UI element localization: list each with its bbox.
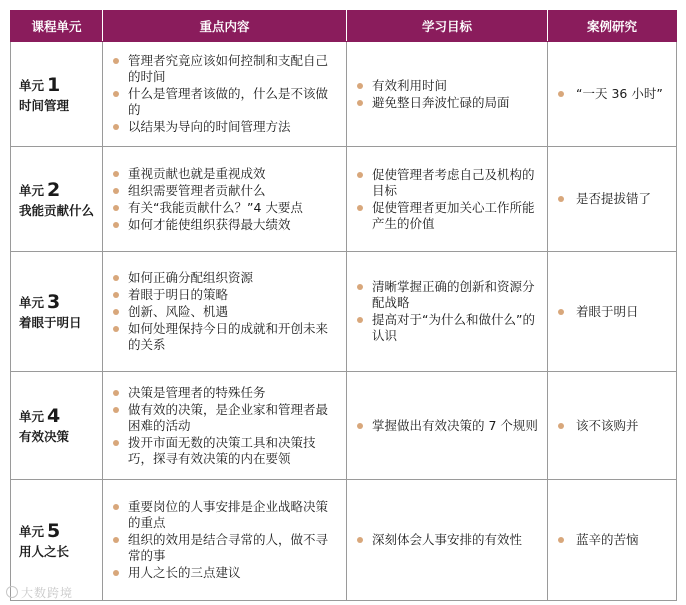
case-study-cell — [548, 147, 677, 252]
list-item: 有关“我能贡献什么？”4 大要点 — [113, 200, 340, 216]
case-study-list — [548, 304, 676, 320]
key-content-cell — [103, 42, 347, 147]
unit-prefix: 单元 — [19, 77, 45, 93]
key-content-cell — [103, 372, 347, 480]
case-study-list — [548, 532, 676, 548]
list-item: 拨开市面无数的决策工具和决策技巧，探寻有效决策的内在要领 — [113, 435, 340, 467]
list-item: 清晰掌握正确的创新和资源分配战略 — [357, 279, 541, 311]
list-item: 着眼于明日的策略 — [113, 287, 340, 303]
unit-number: 4 — [47, 405, 61, 427]
list-item: 什么是管理者该做的，什么是不该做的 — [113, 86, 340, 118]
key-content-cell — [103, 480, 347, 601]
unit-cell — [11, 372, 103, 480]
table-row — [11, 147, 677, 252]
list-item: 蓝辛的苦恼 — [558, 532, 670, 548]
course-table — [10, 10, 677, 601]
list-item: 如何正确分配组织资源 — [113, 270, 340, 286]
list-item: 该不该购并 — [558, 418, 670, 434]
watermark-logo-icon — [6, 586, 18, 598]
key-content-list — [103, 53, 346, 135]
table-row — [11, 252, 677, 372]
list-item: 有效利用时间 — [357, 78, 541, 94]
unit-prefix: 单元 — [19, 409, 45, 424]
unit-prefix: 单元 — [19, 182, 45, 198]
key-content-list — [103, 385, 346, 467]
goals-list — [347, 418, 547, 434]
list-item: 用人之长的三点建议 — [113, 565, 340, 581]
header-row — [11, 11, 677, 42]
list-item: 着眼于明日 — [558, 304, 670, 320]
list-item: 组织需要管理者贡献什么 — [113, 183, 340, 199]
case-study-cell — [548, 372, 677, 480]
unit-cell — [11, 252, 103, 372]
unit-number: 5 — [47, 519, 61, 542]
list-item: 做有效的决策，是企业家和管理者最困难的活动 — [113, 402, 340, 434]
unit-prefix: 单元 — [19, 523, 45, 539]
case-study-list — [548, 86, 676, 102]
list-item: 促使管理者更加关心工作所能产生的价值 — [357, 200, 541, 232]
header-cases: 案例研究 — [548, 11, 677, 42]
list-item: 重视贡献也就是重视成效 — [113, 166, 340, 182]
list-item: 掌握做出有效决策的 7 个规则 — [357, 418, 541, 434]
goals-cell — [347, 480, 548, 601]
list-item: 是否提拔错了 — [558, 191, 670, 207]
unit-prefix: 单元 — [19, 295, 45, 310]
unit-cell — [11, 480, 103, 601]
list-item: 决策是管理者的特殊任务 — [113, 385, 340, 401]
key-content-list — [103, 499, 346, 581]
list-item: 重要岗位的人事安排是企业战略决策的重点 — [113, 499, 340, 531]
list-item: 促使管理者考虑自己及机构的目标 — [357, 167, 541, 199]
unit-cell — [11, 147, 103, 252]
watermark-text: 大数跨境 — [21, 586, 74, 600]
header-key-content: 重点内容 — [103, 11, 347, 42]
case-study-cell — [548, 480, 677, 601]
table-row — [11, 42, 677, 147]
list-item: 管理者究竟应该如何控制和支配自己的时间 — [113, 53, 340, 85]
table-row — [11, 372, 677, 480]
unit-number: 2 — [47, 178, 61, 201]
list-item: 创新、风险、机遇 — [113, 304, 340, 320]
list-item: 避免整日奔波忙碌的局面 — [357, 95, 541, 111]
case-study-list — [548, 418, 676, 434]
key-content-cell — [103, 252, 347, 372]
unit-cell — [11, 42, 103, 147]
list-item: 以结果为导向的时间管理方法 — [113, 119, 340, 135]
goals-cell — [347, 372, 548, 480]
table-row — [11, 480, 677, 601]
goals-list — [347, 167, 547, 232]
goals-cell — [347, 147, 548, 252]
list-item: 组织的效用是结合寻常的人，做不寻常的事 — [113, 532, 340, 564]
list-item: “一天 36 小时” — [558, 86, 670, 102]
goals-cell — [347, 42, 548, 147]
goals-list — [347, 279, 547, 344]
list-item: 提高对于“为什么和做什么”的认识 — [357, 312, 541, 344]
unit-name: 用人之长 — [19, 543, 70, 559]
unit-name: 有效决策 — [19, 429, 70, 444]
unit-name: 我能贡献什么 — [19, 202, 95, 218]
key-content-list — [103, 166, 346, 233]
unit-name: 着眼于明日 — [19, 315, 82, 330]
key-content-list — [103, 270, 346, 353]
case-study-cell — [548, 252, 677, 372]
watermark — [6, 584, 73, 601]
unit-number: 3 — [47, 291, 61, 313]
header-unit: 课程单元 — [11, 11, 103, 42]
unit-number: 1 — [47, 73, 61, 96]
list-item: 深刻体会人事安排的有效性 — [357, 532, 541, 548]
goals-cell — [347, 252, 548, 372]
goals-list — [347, 532, 547, 548]
case-study-cell — [548, 42, 677, 147]
key-content-cell — [103, 147, 347, 252]
unit-name: 时间管理 — [19, 97, 70, 113]
case-study-list — [548, 191, 676, 207]
list-item: 如何处理保持今日的成就和开创未来的关系 — [113, 321, 340, 353]
list-item: 如何才能使组织获得最大绩效 — [113, 217, 340, 233]
header-goals: 学习目标 — [347, 11, 548, 42]
goals-list — [347, 78, 547, 111]
